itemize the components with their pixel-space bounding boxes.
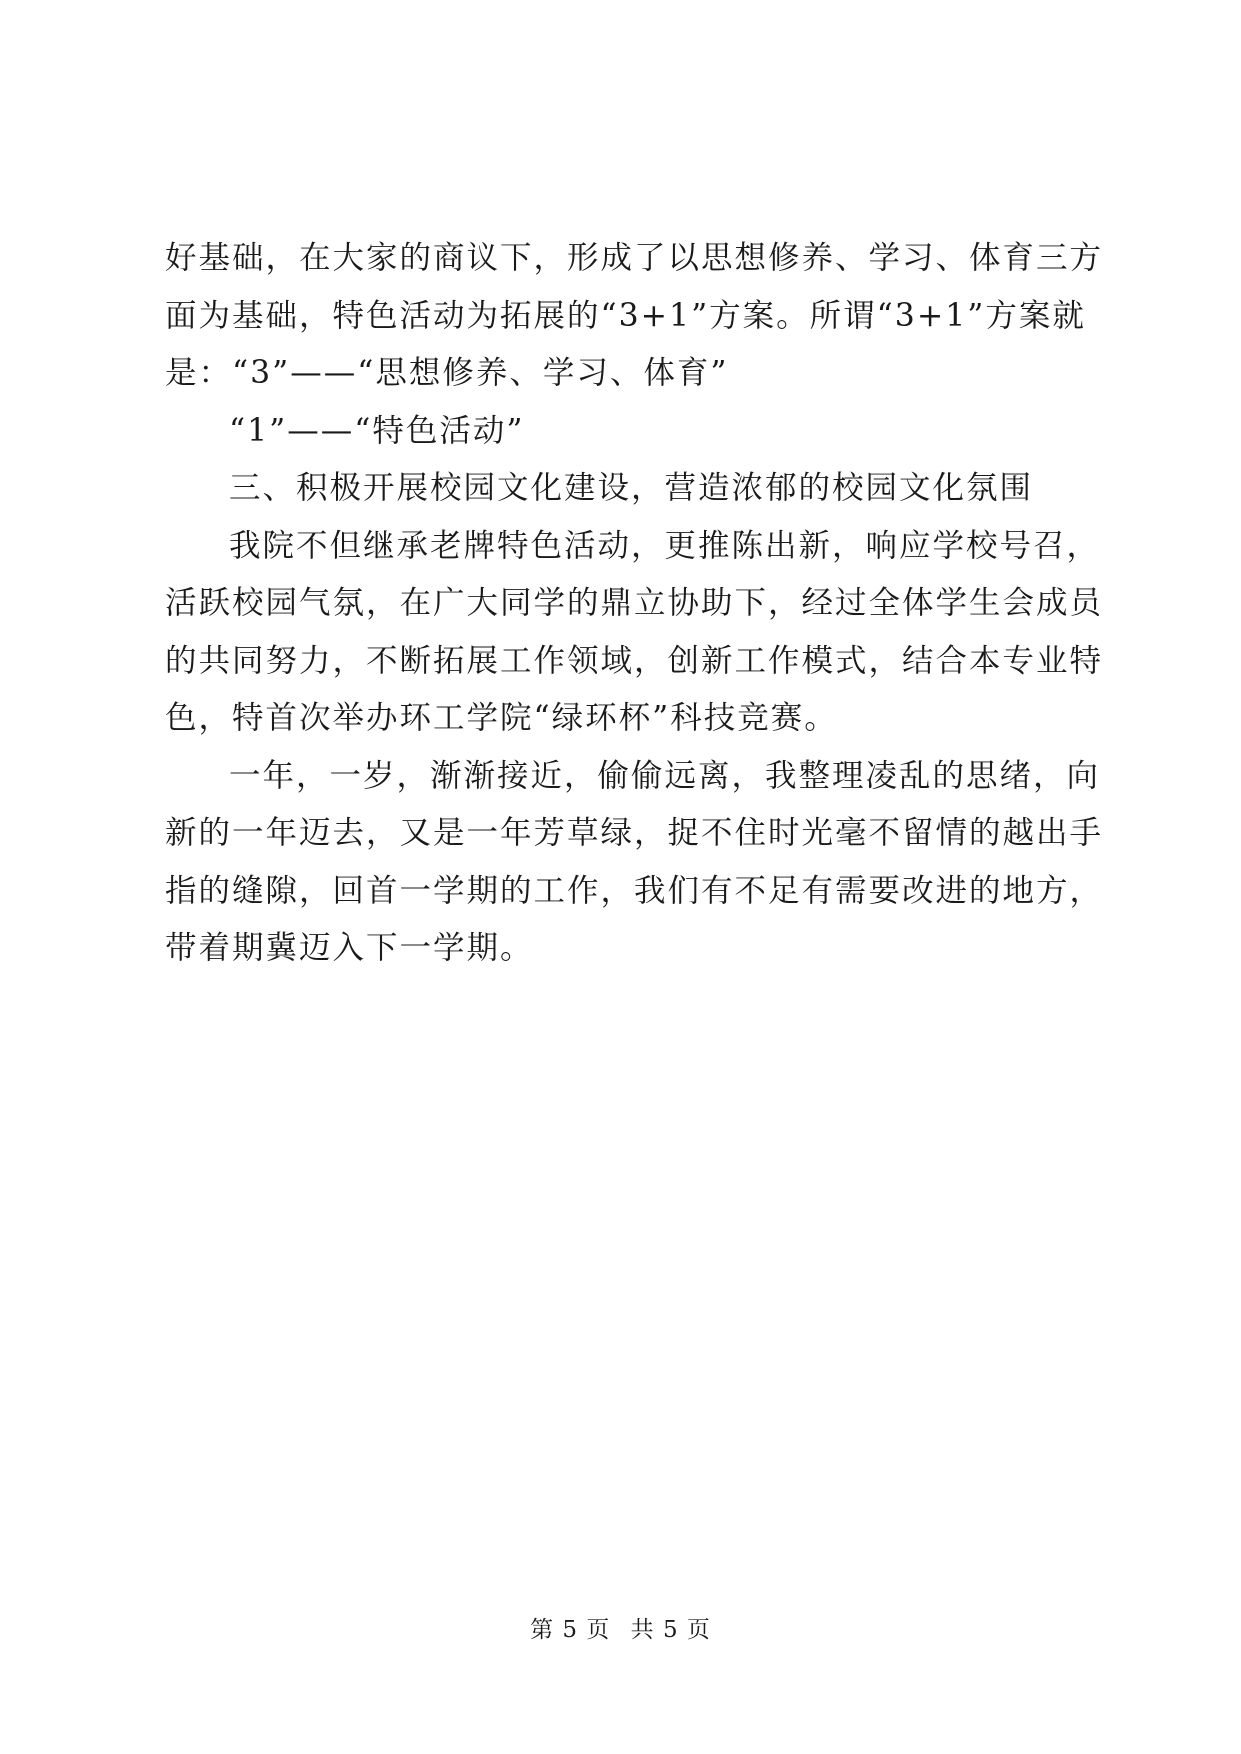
- text-line: 色，特首次举办环工学院“绿环杯”科技竞赛。: [165, 700, 838, 736]
- paragraph-plan: [165, 230, 1104, 403]
- text-line: 新的一年迈去，又是一年芳草绿，捉不住时光毫不留情的越出手: [165, 815, 1104, 851]
- paragraph-plan-detail: [165, 403, 1085, 461]
- page-number: 第 5 页: [530, 1617, 611, 1643]
- text-line: 活跃校园气氛，在广大同学的鼎立协助下，经过全体学生会成员: [165, 585, 1104, 621]
- page-footer: [0, 1611, 1241, 1644]
- text-line: 面为基础，特色活动为拓展的“3+1”方案。所谓“3+1”方案就: [165, 297, 1086, 334]
- paragraph-campus-culture: [165, 518, 1104, 748]
- section-heading: [165, 460, 1085, 518]
- text-line: 是：“3”——“思想修养、学习、体育”: [165, 355, 729, 391]
- document-body: [165, 230, 1104, 978]
- text-line: 好基础，在大家的商议下，形成了以思想修养、学习、体育三方: [165, 240, 1104, 276]
- section-heading-text: 三、积极开展校园文化建设，营造浓郁的校园文化氛围: [229, 470, 1034, 506]
- text-line: 我院不但继承老牌特色活动，更推陈出新，响应学校号召，: [229, 527, 1101, 564]
- page-total: 共 5 页: [630, 1617, 711, 1643]
- text-line: “1”——“特色活动”: [229, 412, 525, 449]
- text-line: 一年，一岁，渐渐接近，偷偷远离，我整理凌乱的思绪，向: [229, 757, 1101, 794]
- text-line: 的共同努力，不断拓展工作领域，创新工作模式，结合本专业特: [165, 642, 1104, 679]
- text-line: 带着期冀迈入下一学期。: [165, 930, 534, 966]
- text-line: 指的缝隙，回首一学期的工作，我们有不足有需要改进的地方，: [165, 872, 1104, 909]
- paragraph-conclusion: [165, 748, 1104, 978]
